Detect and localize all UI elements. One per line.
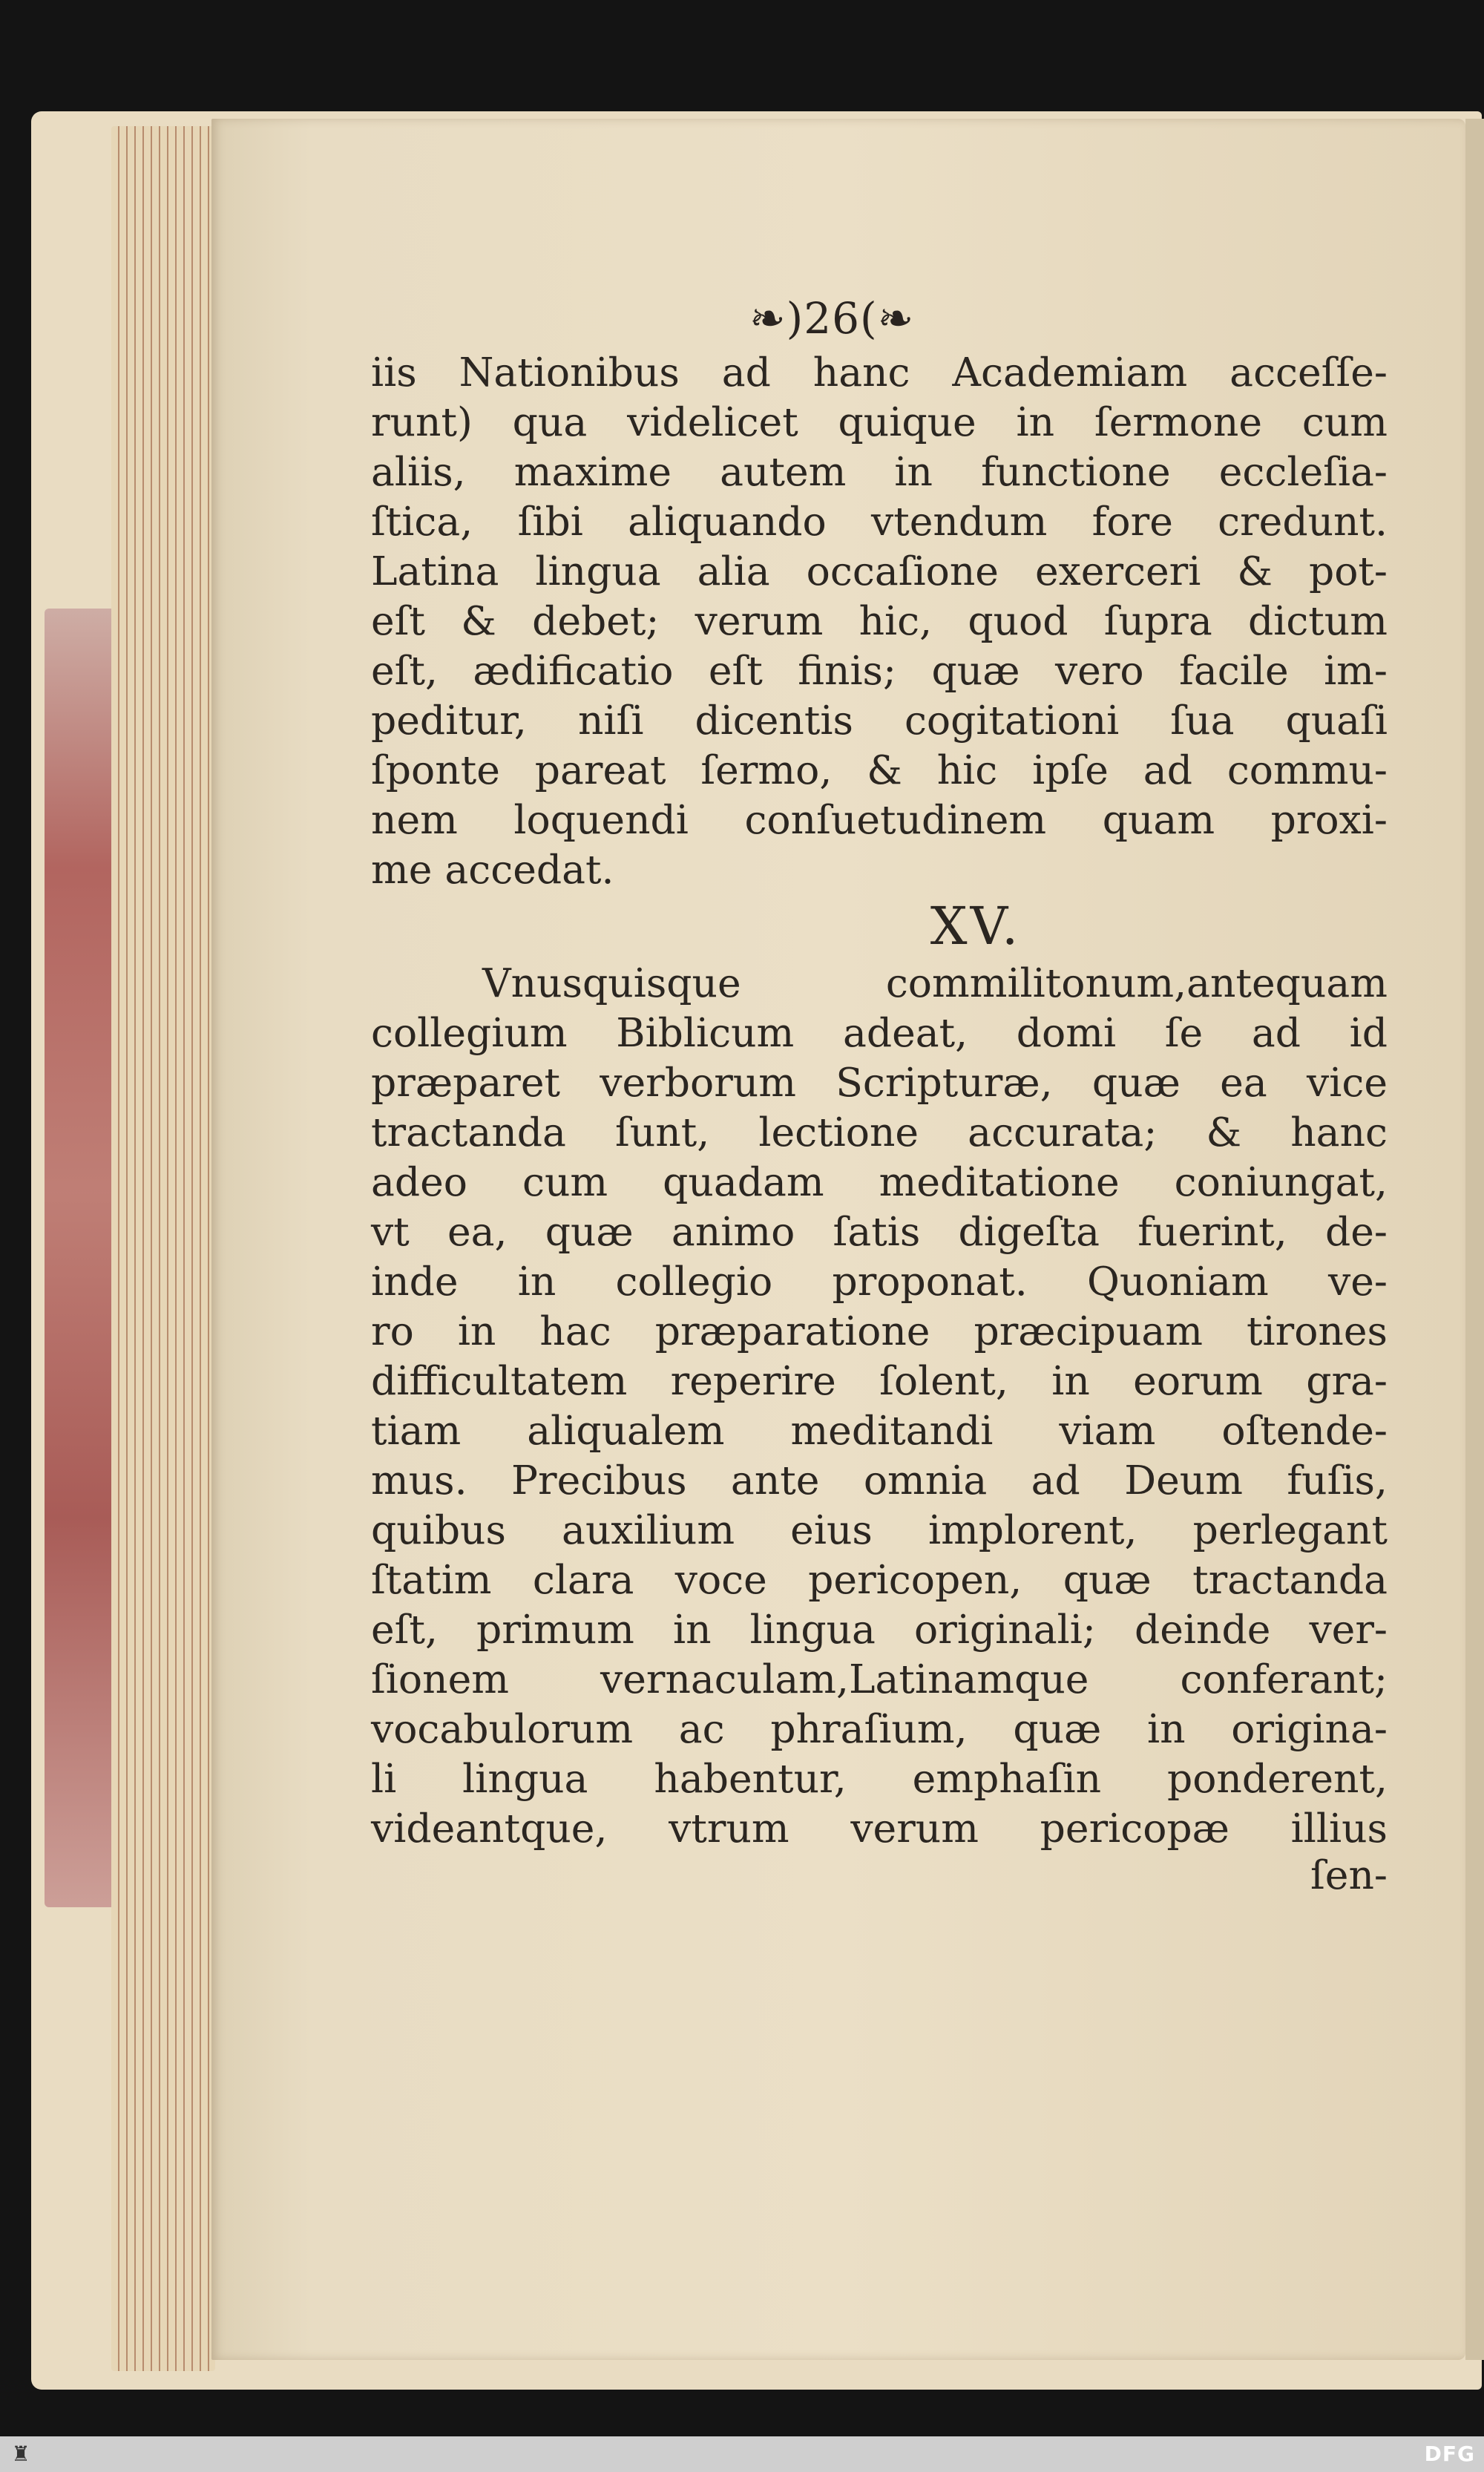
text-line: ſponte pareat ſermo, & hic ipſe ad commu- [371,747,1388,793]
text-line: me accedat. [371,846,614,893]
book-right-edge [1465,119,1484,2360]
text-line: Vnusquisque commilitonum,antequam [482,960,1388,1006]
text-line: ſionem vernaculam,Latinamque conferant; [371,1656,1388,1702]
section-number: XV. [930,896,1022,957]
text-line: mus. Precibus ante omnia ad Deum fuſis, [371,1457,1388,1504]
page-stack-edges [111,126,215,2371]
page-header: ❧)26(❧ [749,293,915,344]
catchword: ſen- [1310,1852,1388,1898]
text-line: aliis, maxime autem in functione eccleſia- [371,448,1388,495]
text-line: eſt & debet; verum hic, quod ſupra dictum [371,597,1388,644]
text-line: ro in hac præparatione præcipuam tirones [371,1308,1388,1354]
text-line: li lingua habentur, emphaſin ponderent, [371,1755,1388,1802]
text-line: inde in collegio proponat. Quoniam ve- [371,1258,1388,1305]
text-line: videantque, vtrum verum pericopæ illius [371,1805,1388,1852]
library-logo-icon: ♜ [11,2442,30,2466]
text-line: eſt, ædificatio eſt finis; quæ vero facile im- [371,647,1388,694]
text-line: quibus auxilium eius implorent, perlegant [371,1507,1388,1553]
stained-page-edge [45,609,115,1907]
text-line: ſtica, ſibi aliquando vtendum fore credunt. [371,498,1388,545]
text-line: vocabulorum ac phraſium, quæ in origina- [371,1705,1388,1752]
dfg-logo: DFG [1424,2442,1475,2466]
text-line: adeo cum quadam meditatione coniungat, [371,1158,1388,1205]
viewer-footer-bar [0,2436,1484,2472]
text-line: vt ea, quæ animo ſatis digeſta fuerint, de- [371,1208,1388,1255]
text-line: difficultatem reperire ſolent, in eorum gra- [371,1357,1388,1404]
page-text [371,347,1388,1898]
text-line: nem loquendi conſuetudinem quam proxi- [371,796,1388,843]
text-line: præparet verborum Scripturæ, quæ ea vice [371,1059,1388,1106]
text-line: ſtatim clara voce pericopen, quæ tractanda [371,1556,1388,1603]
text-line: tractanda ſunt, lectione accurata; & hanc [371,1109,1388,1155]
text-line: runt) qua videlicet quique in ſermone cum [371,399,1388,445]
text-line: tiam aliqualem meditandi viam oſtende- [371,1407,1388,1454]
text-line: collegium Biblicum adeat, domi ſe ad id [371,1009,1388,1056]
text-line: iis Nationibus ad hanc Academiam acceſſe- [371,349,1388,396]
text-line: eſt, primum in lingua originali; deinde ver- [371,1606,1388,1653]
text-line: Latina lingua alia occaſione exerceri & pot- [371,548,1388,594]
text-line: peditur, niſi dicentis cogitationi ſua quaſi [371,697,1388,744]
